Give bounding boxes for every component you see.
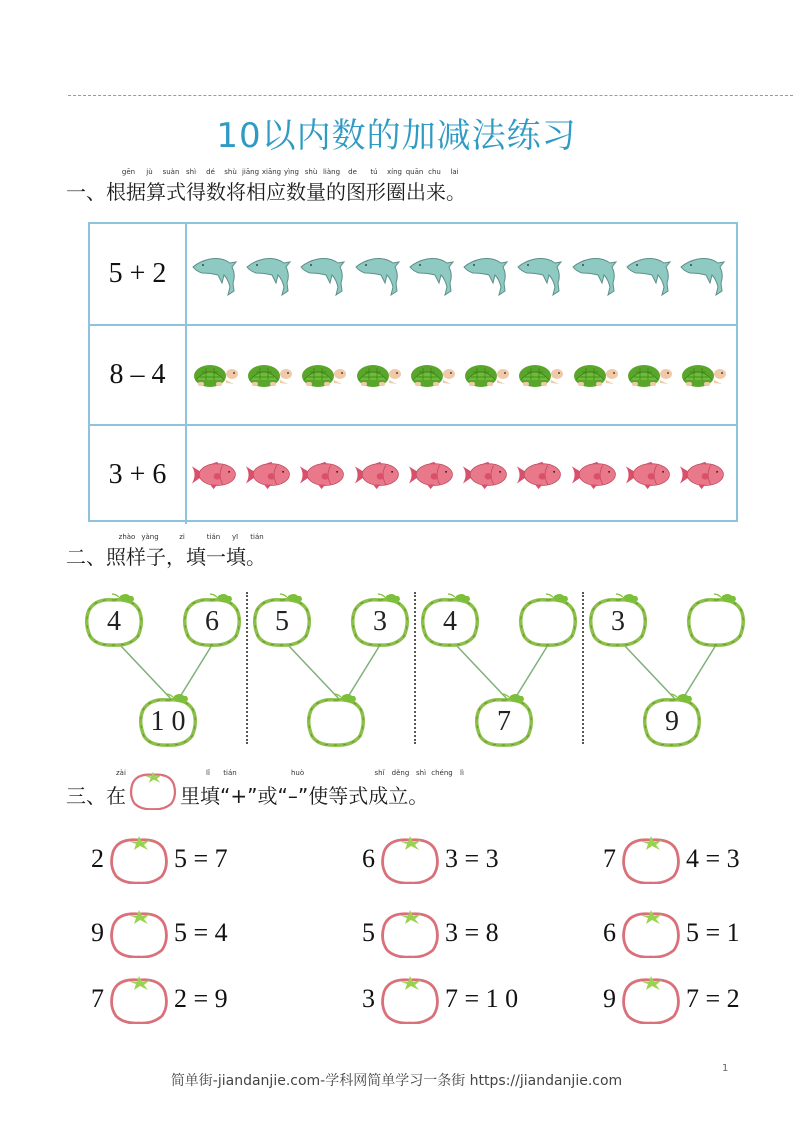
operator-blank[interactable]: [620, 908, 682, 958]
expression-cell: 3 + 6: [90, 426, 187, 524]
apple-circle-bottom: 1 0: [138, 692, 198, 747]
number-bond-group: [586, 590, 751, 750]
operator-blank[interactable]: [379, 908, 441, 958]
fish-icon[interactable]: [624, 450, 674, 500]
operator-blank[interactable]: [379, 834, 441, 884]
turtle-icon[interactable]: [353, 350, 403, 400]
dolphin-icon[interactable]: [353, 249, 403, 299]
apple-circle-left: 5: [252, 592, 312, 647]
fish-icon[interactable]: [461, 450, 511, 500]
equation: 9 7 = 2: [603, 974, 740, 1024]
apple-circle-right: 6: [182, 592, 242, 647]
dolphin-row: [190, 224, 728, 324]
turtle-icon[interactable]: [461, 350, 511, 400]
fish-icon[interactable]: [515, 450, 565, 500]
operator-blank[interactable]: [379, 974, 441, 1024]
turtle-row: [190, 326, 728, 424]
apple-circle-bottom: 7: [474, 692, 534, 747]
section3-heading: 三、在 里填“+”或“–”使等式成立。: [66, 778, 428, 810]
fish-icon[interactable]: [244, 450, 294, 500]
counting-table: [88, 222, 738, 522]
apple-circle-bottom: 9: [642, 692, 702, 747]
tomato-icon: [128, 770, 178, 810]
operator-blank[interactable]: [620, 834, 682, 884]
turtle-icon[interactable]: [678, 350, 728, 400]
table-row: [90, 324, 736, 424]
apple-answer-bottom[interactable]: [306, 692, 366, 747]
dolphin-icon[interactable]: [515, 249, 565, 299]
fish-icon[interactable]: [678, 450, 728, 500]
section3-pinyin-mid: lǐ tián: [206, 769, 237, 777]
dolphin-icon[interactable]: [298, 249, 348, 299]
dolphin-icon[interactable]: [244, 249, 294, 299]
number-bond-group: [82, 590, 247, 750]
turtle-icon[interactable]: [190, 350, 240, 400]
dolphin-icon[interactable]: [461, 249, 511, 299]
turtle-icon[interactable]: [407, 350, 457, 400]
apple-circle-left: 3: [588, 592, 648, 647]
table-row: [90, 424, 736, 524]
page-number: 1: [722, 1063, 729, 1074]
operator-blank[interactable]: [620, 974, 682, 1024]
turtle-icon[interactable]: [515, 350, 565, 400]
page-title: 10以内数的加减法练习: [216, 116, 577, 156]
equation: 3 7 = 1 0: [362, 974, 518, 1024]
top-dashed-rule: [68, 95, 793, 96]
apple-circle-left: 4: [84, 592, 144, 647]
dolphin-icon[interactable]: [678, 249, 728, 299]
turtle-icon[interactable]: [570, 350, 620, 400]
footer-watermark: 简单街-jiandanjie.com-学科网简单学习一条街 https://jiandanjie.com: [170, 1073, 623, 1089]
dolphin-icon[interactable]: [190, 249, 240, 299]
section1-heading: 一、根据算式得数将相应数量的图形圈出来。: [66, 180, 466, 204]
fish-icon[interactable]: [407, 450, 457, 500]
pinyin-zai: zài: [116, 769, 126, 777]
dolphin-icon[interactable]: [570, 249, 620, 299]
equation: 9 5 = 4: [91, 908, 228, 958]
number-bond-group: [418, 590, 583, 750]
operator-blank[interactable]: [108, 834, 170, 884]
pinyin-huo: huò: [291, 769, 305, 777]
fish-icon[interactable]: [190, 450, 240, 500]
apple-answer-right[interactable]: [518, 592, 578, 647]
equation: 5 3 = 8: [362, 908, 499, 958]
apple-circle-left: 4: [420, 592, 480, 647]
section1-pinyin: gēn jù suàn shì dé shù jiāng xiāng yìng shù liàng de tú xíng quān chu lai: [121, 168, 459, 176]
apple-answer-right[interactable]: [686, 592, 746, 647]
dolphin-icon[interactable]: [407, 249, 457, 299]
table-row: [90, 224, 736, 324]
fish-icon[interactable]: [353, 450, 403, 500]
equation: 6 3 = 3: [362, 834, 499, 884]
turtle-icon[interactable]: [298, 350, 348, 400]
equation: 2 5 = 7: [91, 834, 228, 884]
section2-heading: 二、照样子，填一填。: [66, 545, 266, 569]
equation: 6 5 = 1: [603, 908, 740, 958]
turtle-icon[interactable]: [244, 350, 294, 400]
expression-cell: 5 + 2: [90, 224, 187, 324]
section2-pinyin: zhào yàng zi tián yī tián: [118, 533, 264, 541]
fish-icon[interactable]: [570, 450, 620, 500]
apple-circle-right: 3: [350, 592, 410, 647]
expression-cell: 8 – 4: [90, 326, 187, 424]
turtle-icon[interactable]: [624, 350, 674, 400]
fish-icon[interactable]: [298, 450, 348, 500]
operator-blank[interactable]: [108, 908, 170, 958]
equation: 7 2 = 9: [91, 974, 228, 1024]
section3-pinyin-end: shǐ děng shì chéng lì: [374, 769, 464, 777]
operator-blank[interactable]: [108, 974, 170, 1024]
dolphin-icon[interactable]: [624, 249, 674, 299]
number-bond-group: [250, 590, 415, 750]
fish-row: [190, 426, 728, 524]
equation: 7 4 = 3: [603, 834, 740, 884]
